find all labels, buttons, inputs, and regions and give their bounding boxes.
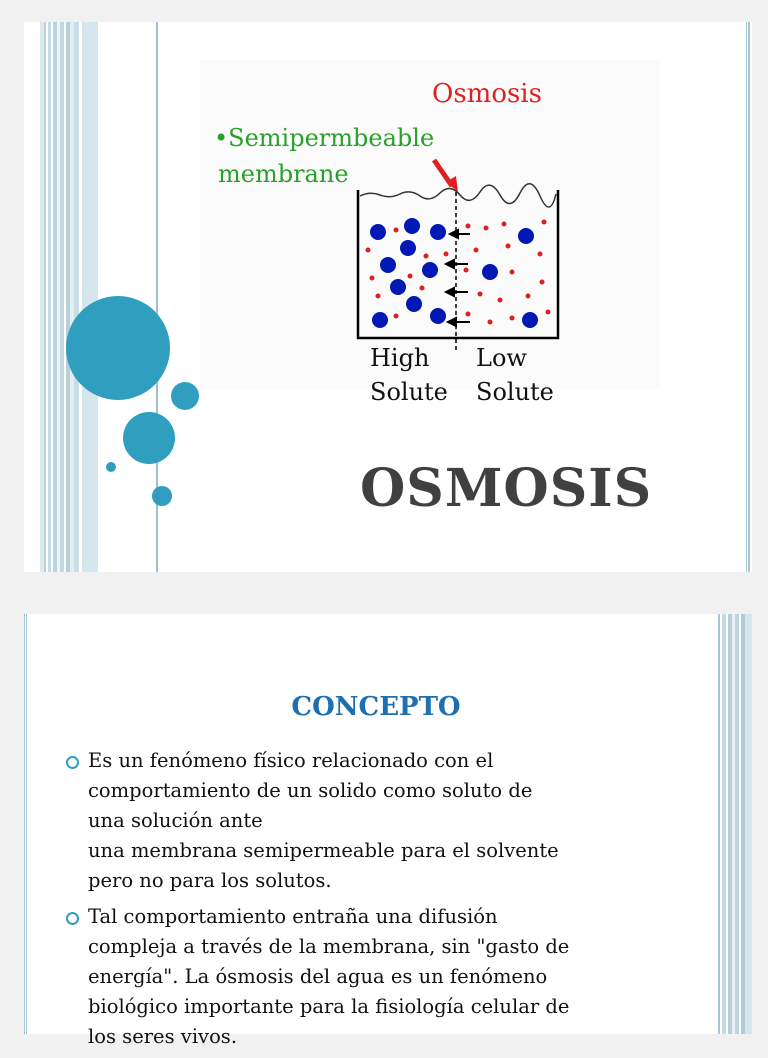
bullet-line: biológico importante para la fisiología celular de bbox=[88, 995, 570, 1018]
bullet-line: compleja a través de la membrana, sin "gasto de bbox=[88, 935, 570, 958]
decorative-circle-medium bbox=[123, 412, 175, 464]
decorative-stripes-left bbox=[40, 22, 158, 572]
bullet-item bbox=[66, 902, 666, 1052]
bullet-line: energía". La ósmosis del agua es un fenómeno bbox=[88, 965, 548, 988]
left-label-line2: Solute bbox=[370, 378, 448, 406]
bullet-line: Tal comportamiento entraña una difusión bbox=[88, 905, 498, 928]
right-label-line2: Solute bbox=[476, 378, 554, 406]
bullet-line: una membrana semipermeable para el solvente bbox=[88, 839, 559, 862]
decorative-circle-large bbox=[66, 296, 170, 400]
decorative-circle-tiny bbox=[106, 462, 116, 472]
bullet-line: los seres vivos. bbox=[88, 1025, 238, 1048]
diagram-title: Osmosis bbox=[432, 79, 542, 109]
bullet-line: comportamiento de un solido como soluto de bbox=[88, 779, 533, 802]
bullet-line: pero no para los solutos. bbox=[88, 869, 332, 892]
decorative-edge-line bbox=[746, 22, 750, 572]
left-label-line1: High bbox=[370, 344, 430, 372]
section-heading: CONCEPTO bbox=[291, 692, 461, 722]
osmosis-diagram bbox=[200, 60, 660, 406]
bullet-list bbox=[66, 746, 666, 1058]
ring-bullet-icon bbox=[66, 912, 79, 925]
slide-title: OSMOSIS bbox=[360, 458, 653, 519]
decorative-circle-small bbox=[171, 382, 199, 410]
ring-bullet-icon bbox=[66, 756, 79, 769]
decorative-circle-small-2 bbox=[152, 486, 172, 506]
concept-slide bbox=[24, 614, 752, 1048]
bullet-line: Es un fenómeno físico relacionado con el bbox=[88, 749, 494, 772]
right-label-line1: Low bbox=[476, 344, 527, 372]
bullet-item bbox=[66, 746, 666, 896]
bullet-line: una solución ante bbox=[88, 809, 263, 832]
membrane-label-line1: •Semipermbeable bbox=[214, 124, 435, 152]
decorative-stripes-right bbox=[718, 614, 752, 1034]
membrane-label-line2: membrane bbox=[218, 160, 349, 188]
title-slide bbox=[24, 22, 752, 572]
decorative-edge-line bbox=[24, 614, 27, 1034]
